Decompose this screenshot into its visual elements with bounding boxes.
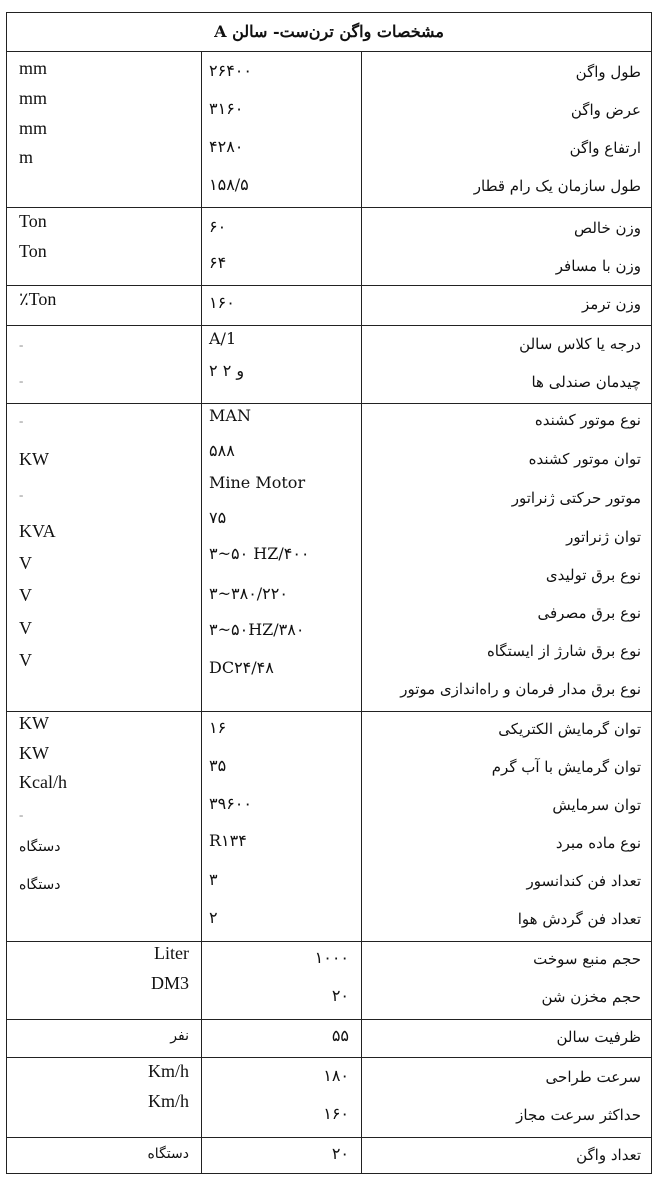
spec-value: A/1 [209, 329, 237, 348]
spec-label: وزن ترمز [581, 295, 641, 313]
spec-label: طول سازمان یک رام قطار [473, 177, 641, 195]
column-divider-label [361, 51, 362, 1173]
spec-value: DC۲۴/۴۸ [209, 658, 274, 677]
spec-label: ارتفاع واگن [569, 139, 641, 157]
spec-label: حجم منبع سوخت [533, 950, 641, 968]
spec-value: ۳۱۶۰ [209, 99, 244, 118]
spec-label: ظرفیت سالن [556, 1028, 641, 1046]
spec-value: ۲ و ۲ [209, 361, 245, 380]
spec-label: توان موتور کشنده [528, 450, 641, 468]
spec-label: چیدمان صندلی ها [531, 373, 641, 391]
section-divider [7, 207, 651, 208]
spec-value: ۳~۵۰ HZ/۴۰۰ [209, 544, 310, 563]
spec-unit: KW [19, 743, 49, 763]
section-divider [7, 941, 651, 942]
spec-label: موتور حرکتی ژنراتور [511, 489, 641, 507]
spec-unit: Kcal/h [19, 772, 67, 792]
section-divider [7, 325, 651, 326]
spec-value: ۳~۵۰HZ/۳۸۰ [209, 620, 305, 639]
spec-label: توان ژنراتور [566, 528, 641, 546]
spec-value: R۱۳۴ [209, 831, 247, 850]
spec-value: ۴۲۸۰ [209, 137, 244, 156]
spec-unit: V [19, 618, 32, 638]
spec-unit: نفر [170, 1028, 189, 1044]
spec-value: ۲۶۴۰۰ [209, 61, 252, 80]
spec-value: ۱۸۰ [323, 1066, 349, 1085]
spec-label: درجه یا کلاس سالن [519, 335, 641, 353]
spec-label: نوع برق شارژ از ایستگاه [486, 642, 641, 660]
spec-label: عرض واگن [570, 101, 641, 119]
spec-value: ۳~۳۸۰/۲۲۰ [209, 584, 288, 603]
spec-unit: Ton [19, 211, 47, 231]
spec-value: ۳۹۶۰۰ [209, 794, 252, 813]
spec-label: نوع برق مدار فرمان و راه‌اندازی موتور [400, 680, 641, 698]
spec-unit: Km/h [147, 1091, 189, 1111]
spec-unit: - [19, 413, 24, 428]
spec-label: نوع برق تولیدی [545, 566, 641, 584]
spec-label: تعداد فن گردش هوا [517, 910, 641, 928]
spec-unit: DM3 [150, 973, 189, 993]
spec-unit: Km/h [147, 1061, 189, 1081]
spec-unit: mm [19, 88, 48, 108]
spec-table [6, 12, 652, 1174]
spec-value: MAN [209, 406, 251, 425]
spec-unit: mm [19, 118, 48, 138]
section-divider [7, 711, 651, 712]
spec-label: توان گرمایش الکتریکی [498, 720, 641, 738]
spec-value: ۶۴ [209, 253, 227, 272]
spec-value: ۶۰ [209, 217, 227, 236]
spec-label: سرعت طراحی [545, 1068, 641, 1086]
section-divider [7, 285, 651, 286]
spec-unit: Liter [154, 943, 189, 963]
column-divider-value [201, 51, 202, 1173]
spec-value: ۵۸۸ [209, 441, 235, 460]
spec-value: ۱۵۸/۵ [209, 175, 249, 194]
spec-value: ۳۵ [209, 756, 227, 775]
spec-value: Mine Motor [209, 473, 306, 492]
section-divider [7, 1057, 651, 1058]
spec-value: ۲۰ [331, 986, 349, 1005]
spec-unit: - [19, 807, 24, 822]
spec-unit: دستگاه [19, 839, 61, 855]
spec-value: ۳ [209, 870, 218, 889]
spec-unit: V [19, 650, 32, 670]
spec-label: توان سرمایش [552, 796, 641, 814]
spec-label: طول واگن [575, 63, 641, 81]
spec-unit: Ton [19, 241, 47, 261]
spec-label: حجم مخزن شن [541, 988, 641, 1006]
spec-unit: V [19, 553, 32, 573]
spec-value: ۱۶ [209, 718, 227, 737]
spec-unit: m [19, 147, 34, 167]
spec-value: ۱۶۰ [209, 293, 235, 312]
spec-unit: دستگاه [147, 1146, 189, 1162]
spec-label: نوع موتور کشنده [534, 411, 641, 429]
spec-unit: KVA [19, 521, 56, 541]
spec-value: ۲۰ [331, 1144, 349, 1163]
section-divider [7, 1019, 651, 1020]
spec-value: ۱۰۰۰ [314, 948, 349, 967]
spec-value: ۱۶۰ [323, 1104, 349, 1123]
table-title: مشخصات واگن ترن‌ست- سالن A [7, 13, 651, 52]
spec-label: تعداد فن کندانسور [526, 872, 641, 890]
spec-value: ۵۵ [331, 1026, 349, 1045]
spec-label: تعداد واگن [576, 1146, 641, 1164]
spec-unit: V [19, 585, 32, 605]
spec-label: حداکثر سرعت مجاز [516, 1106, 641, 1124]
section-divider [7, 1137, 651, 1138]
spec-unit: ٪Ton [19, 289, 57, 309]
spec-unit: دستگاه [19, 877, 61, 893]
spec-label: توان گرمایش با آب گرم [491, 758, 641, 776]
spec-unit: - [19, 337, 24, 352]
spec-unit: KW [19, 449, 49, 469]
spec-label: وزن خالص [573, 219, 641, 237]
spec-unit: - [19, 373, 24, 388]
spec-value: ۷۵ [209, 508, 227, 527]
spec-unit: mm [19, 58, 48, 78]
spec-label: نوع برق مصرفی [537, 604, 641, 622]
spec-unit: - [19, 487, 24, 502]
section-divider [7, 403, 651, 404]
spec-label: نوع ماده مبرد [555, 834, 641, 852]
spec-label: وزن با مسافر [555, 257, 641, 275]
spec-value: ۲ [209, 908, 218, 927]
spec-unit: KW [19, 713, 49, 733]
